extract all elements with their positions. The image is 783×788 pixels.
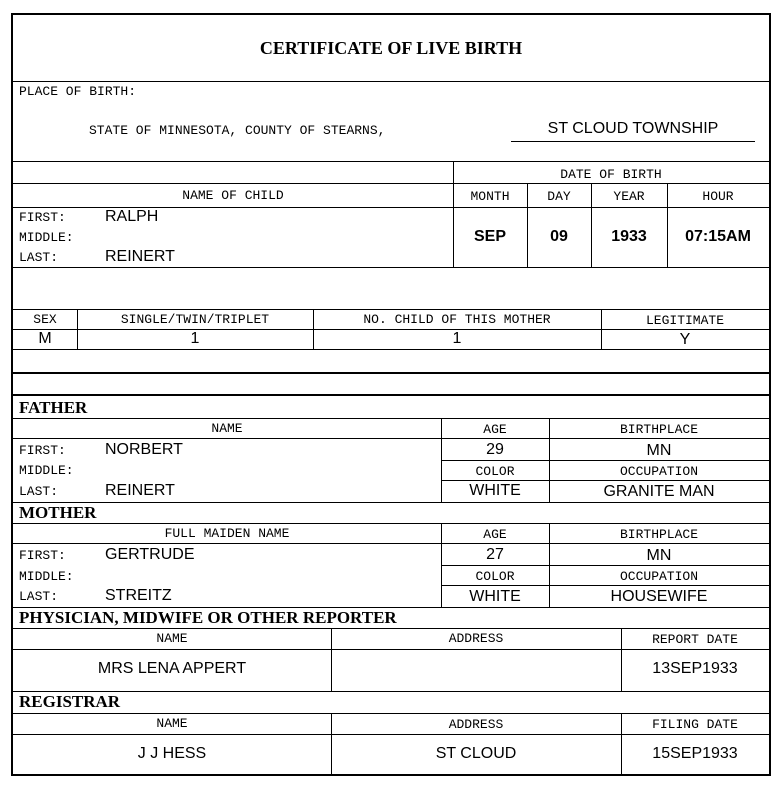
mother-color-value: WHITE — [469, 588, 521, 605]
mother-first-label: FIRST: — [19, 548, 66, 563]
child-first-value: RALPH — [105, 208, 159, 225]
divider — [601, 309, 602, 349]
father-middle-label: MIDDLE: — [19, 463, 74, 478]
divider — [13, 713, 769, 714]
report-date-value: 13SEP1933 — [652, 660, 738, 677]
year-header: YEAR — [613, 189, 645, 204]
mother-birthplace-header: BIRTHPLACE — [619, 527, 698, 542]
child-last-label: LAST: — [19, 250, 59, 265]
certificate-frame — [11, 13, 771, 776]
certificate-title: CERTIFICATE OF LIVE BIRTH — [259, 38, 523, 58]
legitimate-header: LEGITIMATE — [645, 313, 724, 328]
child-number-value: 1 — [452, 330, 462, 347]
father-age-value: 29 — [486, 441, 504, 458]
birth-hour-value: 07:15AM — [685, 228, 751, 245]
township-value: ST CLOUD TOWNSHIP — [547, 120, 719, 137]
physician-section-title: PHYSICIAN, MIDWIFE OR OTHER REPORTER — [19, 608, 397, 627]
mother-first-value: GERTRUDE — [105, 546, 195, 563]
mother-last-value: STREITZ — [105, 587, 172, 604]
hour-header: HOUR — [702, 189, 734, 204]
child-middle-label: MIDDLE: — [19, 230, 74, 245]
divider — [549, 418, 550, 502]
date-of-birth-header: DATE OF BIRTH — [560, 167, 662, 182]
father-last-label: LAST: — [19, 484, 59, 499]
physician-address-header: ADDRESS — [448, 631, 504, 646]
child-first-label: FIRST: — [19, 210, 66, 225]
divider — [13, 309, 769, 310]
father-section-title: FATHER — [19, 398, 88, 417]
divider — [441, 565, 769, 566]
mother-age-value: 27 — [486, 546, 504, 563]
divider — [591, 183, 592, 267]
legitimate-value: Y — [679, 331, 691, 348]
father-last-value: REINERT — [105, 482, 175, 499]
sex-value: M — [38, 330, 52, 347]
divider — [441, 418, 442, 502]
mother-color-header: COLOR — [475, 569, 515, 584]
child-name-header: NAME OF CHILD — [182, 188, 284, 203]
mother-section-title: MOTHER — [19, 503, 97, 522]
divider — [549, 523, 550, 607]
birth-month-value: SEP — [473, 228, 506, 245]
month-header: MONTH — [470, 189, 510, 204]
divider — [313, 309, 314, 349]
divider — [441, 480, 769, 481]
father-birthplace-value: MN — [646, 442, 672, 459]
father-birthplace-header: BIRTHPLACE — [619, 422, 698, 437]
divider — [13, 349, 769, 350]
divider — [77, 309, 78, 349]
birth-day-value: 09 — [550, 228, 568, 245]
divider — [13, 267, 769, 268]
father-age-header: AGE — [483, 422, 507, 437]
child-last-value: REINERT — [105, 248, 175, 265]
registrar-name-header: NAME — [156, 716, 188, 731]
mother-name-header: FULL MAIDEN NAME — [164, 526, 290, 541]
divider — [13, 161, 769, 162]
filing-date-value: 15SEP1933 — [652, 745, 738, 762]
report-date-header: REPORT DATE — [652, 632, 738, 647]
mother-middle-label: MIDDLE: — [19, 569, 74, 584]
physician-name-header: NAME — [156, 631, 188, 646]
filing-date-header: FILING DATE — [652, 717, 738, 732]
divider — [13, 438, 769, 439]
father-occupation-value: GRANITE MAN — [603, 483, 715, 500]
sex-header: SEX — [33, 312, 57, 327]
mother-age-header: AGE — [483, 527, 507, 542]
place-of-birth-label: PLACE OF BIRTH: — [19, 84, 137, 99]
registrar-address-value: ST CLOUD — [435, 745, 517, 762]
divider — [667, 183, 668, 267]
father-occupation-header: OCCUPATION — [619, 464, 698, 479]
plurality-value: 1 — [190, 330, 200, 347]
divider — [13, 734, 769, 735]
divider — [13, 691, 769, 692]
divider — [13, 394, 769, 396]
registrar-section-title: REGISTRAR — [19, 692, 121, 711]
divider — [441, 460, 769, 461]
mother-occupation-value: HOUSEWIFE — [610, 588, 708, 605]
township-underline — [511, 141, 755, 142]
divider — [453, 161, 454, 267]
divider — [13, 543, 769, 544]
father-color-value: WHITE — [469, 482, 521, 499]
divider — [527, 183, 528, 267]
divider — [13, 418, 769, 419]
divider — [441, 585, 769, 586]
divider — [13, 81, 769, 82]
mother-last-label: LAST: — [19, 589, 59, 604]
divider — [13, 372, 769, 374]
divider — [13, 502, 769, 503]
divider — [441, 523, 442, 607]
state-county-text: STATE OF MINNESOTA, COUNTY OF STEARNS, — [89, 123, 386, 138]
father-first-label: FIRST: — [19, 443, 66, 458]
divider — [331, 713, 332, 774]
divider — [13, 329, 769, 330]
birth-year-value: 1933 — [611, 228, 647, 245]
divider — [621, 628, 622, 691]
plurality-header: SINGLE/TWIN/TRIPLET — [120, 312, 270, 327]
registrar-address-header: ADDRESS — [448, 717, 504, 732]
divider — [13, 649, 769, 650]
child-number-header: NO. CHILD OF THIS MOTHER — [363, 312, 551, 327]
day-header: DAY — [547, 189, 571, 204]
mother-birthplace-value: MN — [646, 547, 672, 564]
divider — [13, 523, 769, 524]
father-color-header: COLOR — [475, 464, 515, 479]
divider — [621, 713, 622, 774]
mother-occupation-header: OCCUPATION — [619, 569, 698, 584]
registrar-name-value: J J HESS — [137, 745, 207, 762]
divider — [13, 628, 769, 629]
father-first-value: NORBERT — [105, 441, 183, 458]
father-name-header: NAME — [211, 421, 243, 436]
divider — [13, 183, 769, 184]
physician-name-value: MRS LENA APPERT — [97, 660, 247, 677]
divider — [331, 628, 332, 691]
